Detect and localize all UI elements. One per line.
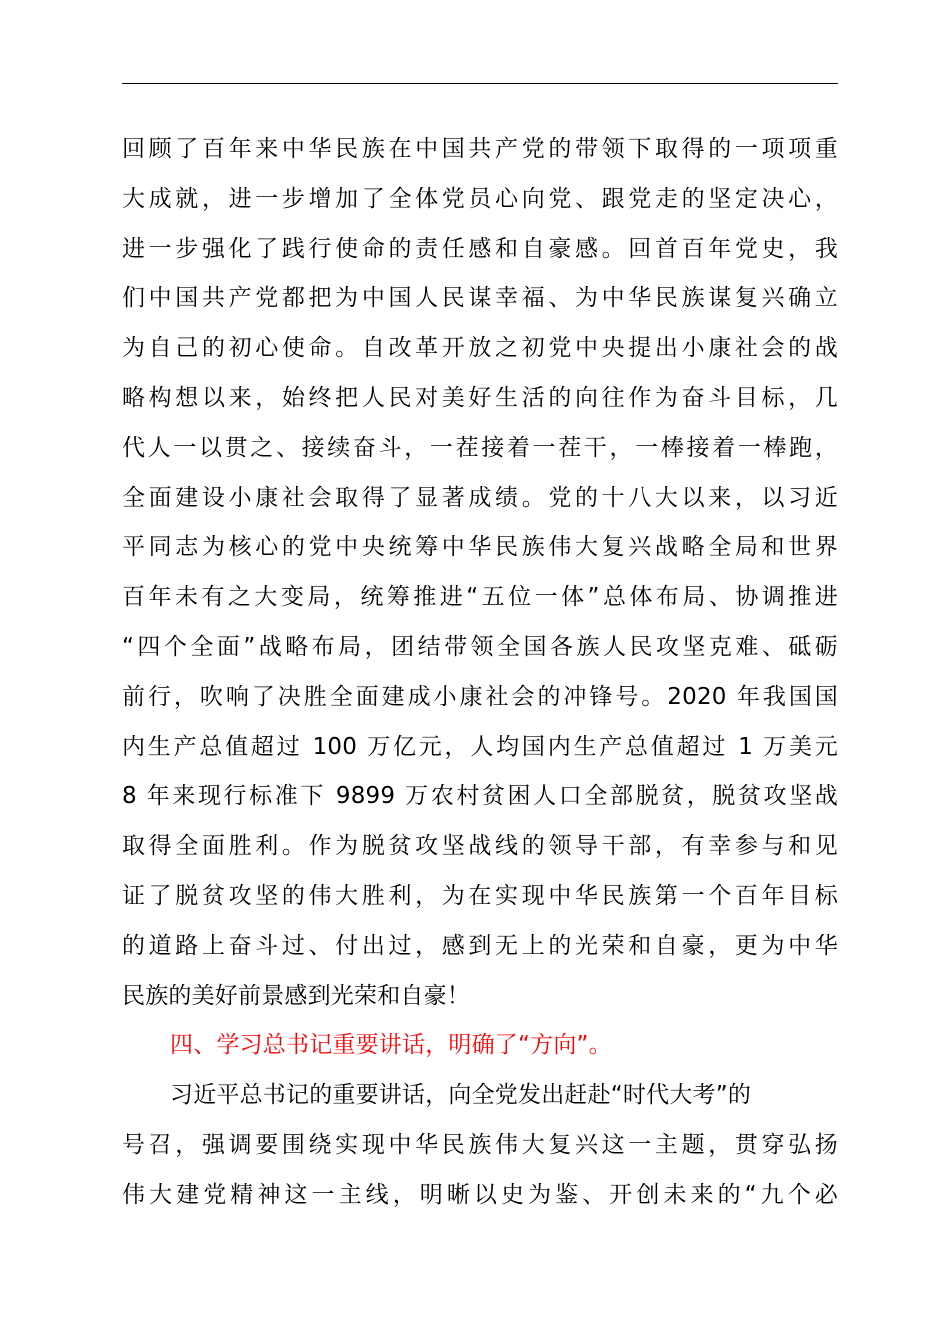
paragraph-line: 全面建设小康社会取得了显著成绩。党的十八大以来，以习近 — [122, 484, 838, 511]
paragraph-line: 民族的美好前景感到光荣和自豪！ — [122, 982, 470, 1009]
paragraph-line: 伟大建党精神这一主线，明晰以史为鉴、开创未来的“九个必 — [122, 1181, 838, 1208]
paragraph-line: 8 年来现行标准下 9899 万农村贫困人口全部脱贫，脱贫攻坚战 — [122, 783, 838, 810]
body-text — [122, 125, 838, 1221]
paragraph-line: 为自己的初心使命。自改革开放之初党中央提出小康社会的战 — [122, 335, 838, 362]
paragraph-line: 略构想以来，始终把人民对美好生活的向往作为奋斗目标，几 — [122, 384, 838, 411]
paragraph-line: 前行，吹响了决胜全面建成小康社会的冲锋号。2020 年我国国 — [122, 683, 838, 710]
section-heading: 四、学习总书记重要讲话，明确了“方向”。 — [170, 1032, 612, 1059]
paragraph-line: 取得全面胜利。作为脱贫攻坚战线的领导干部，有幸参与和见 — [122, 833, 838, 860]
paragraph-line: 百年未有之大变局，统筹推进“五位一体”总体布局、协调推进 — [122, 584, 838, 611]
paragraph-line: 号召，强调要围绕实现中华民族伟大复兴这一主题，贯穿弘扬 — [122, 1131, 838, 1158]
paragraph-line: 习近平总书记的重要讲话，向全党发出赶赴“时代大考”的 — [170, 1082, 752, 1109]
paragraph-line: 进一步强化了践行使命的责任感和自豪感。回首百年党史，我 — [122, 235, 838, 262]
header-rule — [122, 83, 838, 84]
paragraph-line: 内生产总值超过 100 万亿元，人均国内生产总值超过 1 万美元 — [122, 733, 838, 760]
paragraph-line: 们中国共产党都把为中国人民谋幸福、为中华民族谋复兴确立 — [122, 285, 838, 312]
paragraph-line: 平同志为核心的党中央统筹中华民族伟大复兴战略全局和世界 — [122, 534, 838, 561]
paragraph-line: 代人一以贯之、接续奋斗，一茬接着一茬干，一棒接着一棒跑， — [122, 434, 838, 461]
paragraph-line: 大成就，进一步增加了全体党员心向党、跟党走的坚定决心， — [122, 185, 838, 212]
paragraph-line: “四个全面”战略布局，团结带领全国各族人民攻坚克难、砥砺 — [122, 633, 838, 660]
paragraph-line: 的道路上奋斗过、付出过，感到无上的光荣和自豪，更为中华 — [122, 932, 838, 959]
paragraph-line: 证了脱贫攻坚的伟大胜利，为在实现中华民族第一个百年目标 — [122, 882, 838, 909]
paragraph-line: 回顾了百年来中华民族在中国共产党的带领下取得的一项项重 — [122, 136, 838, 162]
